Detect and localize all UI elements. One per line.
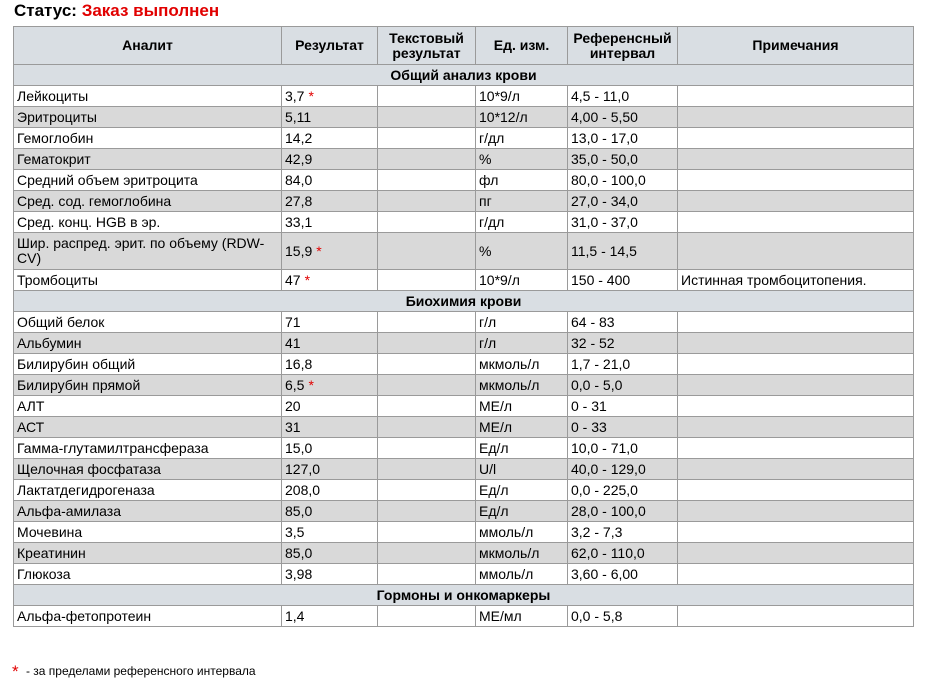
cell-text-result [378, 375, 476, 396]
table-row [14, 333, 914, 354]
result-value: 1,4 [285, 607, 305, 624]
out-of-range-flag: * [316, 242, 322, 259]
cell-analyte: Средний объем эритроцита [14, 170, 282, 191]
col-header-reference: Референсный интервал [568, 27, 678, 65]
cell-reference: 4,00 - 5,50 [568, 107, 678, 128]
cell-text-result [378, 522, 476, 543]
cell-unit: 10*12/л [476, 107, 568, 128]
cell-result [282, 396, 378, 417]
result-value: 84,0 [285, 171, 313, 188]
cell-note [678, 501, 914, 522]
cell-reference: 1,7 - 21,0 [568, 354, 678, 375]
cell-reference: 80,0 - 100,0 [568, 170, 678, 191]
table-row [14, 149, 914, 170]
cell-note [678, 333, 914, 354]
cell-reference: 4,5 - 11,0 [568, 86, 678, 107]
cell-result [282, 333, 378, 354]
cell-text-result [378, 354, 476, 375]
cell-analyte: АЛТ [14, 396, 282, 417]
result-value: 15,0 [285, 439, 313, 456]
cell-reference: 3,60 - 6,00 [568, 564, 678, 585]
cell-analyte: Альфа-фетопротеин [14, 606, 282, 627]
table-row [14, 270, 914, 291]
cell-reference: 27,0 - 34,0 [568, 191, 678, 212]
cell-note [678, 128, 914, 149]
cell-unit: фл [476, 170, 568, 191]
cell-unit: % [476, 233, 568, 270]
cell-result [282, 149, 378, 170]
cell-note [678, 191, 914, 212]
cell-analyte: АСТ [14, 417, 282, 438]
table-row [14, 564, 914, 585]
cell-analyte: Сред. сод. гемоглобина [14, 191, 282, 212]
cell-result [282, 312, 378, 333]
table-row [14, 191, 914, 212]
cell-unit: г/л [476, 333, 568, 354]
result-value: 85,0 [285, 502, 313, 519]
cell-result [282, 212, 378, 233]
cell-unit: МЕ/л [476, 396, 568, 417]
footnote-symbol: * [12, 662, 19, 681]
result-value: 47 [285, 271, 301, 288]
cell-unit: г/л [476, 312, 568, 333]
table-row [14, 522, 914, 543]
table-header-row [14, 27, 914, 65]
cell-result [282, 459, 378, 480]
section-title: Общий анализ крови [14, 65, 914, 86]
cell-unit: ммоль/л [476, 522, 568, 543]
footnote-text: - за пределами референсного интервала [25, 664, 256, 678]
cell-analyte: Глюкоза [14, 564, 282, 585]
cell-reference: 11,5 - 14,5 [568, 233, 678, 270]
result-value: 85,0 [285, 544, 313, 561]
cell-analyte: Билирубин общий [14, 354, 282, 375]
result-value: 14,2 [285, 129, 313, 146]
cell-note [678, 375, 914, 396]
cell-unit: г/дл [476, 212, 568, 233]
cell-reference: 13,0 - 17,0 [568, 128, 678, 149]
table-row [14, 212, 914, 233]
table-row [14, 396, 914, 417]
cell-analyte: Гамма-глутамилтрансфераза [14, 438, 282, 459]
table-row [14, 606, 914, 627]
table-row [14, 501, 914, 522]
cell-reference: 10,0 - 71,0 [568, 438, 678, 459]
status-label: Статус: [14, 1, 77, 20]
cell-unit: Ед/л [476, 480, 568, 501]
result-value: 208,0 [285, 481, 321, 498]
result-value: 3,98 [285, 565, 313, 582]
table-row [14, 354, 914, 375]
cell-result [282, 107, 378, 128]
col-header-result: Результат [282, 27, 378, 65]
cell-text-result [378, 564, 476, 585]
out-of-range-flag: * [308, 376, 314, 393]
cell-note [678, 396, 914, 417]
result-value: 3,5 [285, 523, 305, 540]
result-value: 16,8 [285, 355, 313, 372]
table-row [14, 312, 914, 333]
cell-result [282, 86, 378, 107]
section-header-row [14, 585, 914, 606]
cell-note [678, 459, 914, 480]
cell-text-result [378, 459, 476, 480]
cell-note [678, 522, 914, 543]
result-value: 15,9 [285, 242, 313, 259]
cell-reference: 150 - 400 [568, 270, 678, 291]
cell-unit: МЕ/мл [476, 606, 568, 627]
result-value: 6,5 [285, 376, 305, 393]
cell-text-result [378, 312, 476, 333]
cell-text-result [378, 149, 476, 170]
result-value: 31 [285, 418, 301, 435]
section-title: Гормоны и онкомаркеры [14, 585, 914, 606]
cell-text-result [378, 396, 476, 417]
status-value: Заказ выполнен [81, 1, 220, 20]
col-header-analyte: Аналит [14, 27, 282, 65]
cell-analyte: Лейкоциты [14, 86, 282, 107]
cell-analyte: Креатинин [14, 543, 282, 564]
cell-note: Истинная тромбоцитопения. [678, 270, 914, 291]
result-value: 20 [285, 397, 301, 414]
result-value: 41 [285, 334, 301, 351]
cell-analyte: Сред. конц. HGB в эр. [14, 212, 282, 233]
cell-reference: 0 - 31 [568, 396, 678, 417]
cell-reference: 28,0 - 100,0 [568, 501, 678, 522]
cell-text-result [378, 128, 476, 149]
out-of-range-flag: * [308, 87, 314, 104]
cell-unit: % [476, 149, 568, 170]
cell-result [282, 606, 378, 627]
table-row [14, 375, 914, 396]
cell-text-result [378, 107, 476, 128]
cell-note [678, 438, 914, 459]
col-header-notes: Примечания [678, 27, 914, 65]
cell-note [678, 606, 914, 627]
cell-note [678, 212, 914, 233]
table-row [14, 128, 914, 149]
cell-unit: ммоль/л [476, 564, 568, 585]
result-value: 33,1 [285, 213, 313, 230]
cell-text-result [378, 233, 476, 270]
footnote [12, 660, 256, 680]
cell-unit: Ед/л [476, 501, 568, 522]
cell-text-result [378, 417, 476, 438]
cell-unit: пг [476, 191, 568, 212]
cell-analyte: Лактатдегидрогеназа [14, 480, 282, 501]
cell-reference: 32 - 52 [568, 333, 678, 354]
cell-result [282, 375, 378, 396]
cell-note [678, 233, 914, 270]
cell-reference: 0,0 - 225,0 [568, 480, 678, 501]
cell-note [678, 543, 914, 564]
cell-result [282, 128, 378, 149]
cell-reference: 0 - 33 [568, 417, 678, 438]
table-row [14, 86, 914, 107]
cell-result [282, 543, 378, 564]
cell-text-result [378, 86, 476, 107]
cell-note [678, 480, 914, 501]
cell-analyte: Шир. распред. эрит. по объему (RDW-CV) [14, 233, 282, 270]
cell-result [282, 270, 378, 291]
section-header-row [14, 65, 914, 86]
table-row [14, 438, 914, 459]
cell-reference: 31,0 - 37,0 [568, 212, 678, 233]
cell-analyte: Общий белок [14, 312, 282, 333]
cell-analyte: Гемоглобин [14, 128, 282, 149]
cell-analyte: Альбумин [14, 333, 282, 354]
cell-reference: 40,0 - 129,0 [568, 459, 678, 480]
table-row [14, 543, 914, 564]
cell-reference: 0,0 - 5,8 [568, 606, 678, 627]
cell-reference: 62,0 - 110,0 [568, 543, 678, 564]
cell-result [282, 170, 378, 191]
result-value: 71 [285, 313, 301, 330]
cell-note [678, 417, 914, 438]
cell-note [678, 107, 914, 128]
cell-reference: 3,2 - 7,3 [568, 522, 678, 543]
cell-analyte: Альфа-амилаза [14, 501, 282, 522]
section-title: Биохимия крови [14, 291, 914, 312]
cell-text-result [378, 480, 476, 501]
cell-unit: мкмоль/л [476, 543, 568, 564]
table-row [14, 107, 914, 128]
cell-result [282, 233, 378, 270]
result-value: 3,7 [285, 87, 305, 104]
cell-analyte: Мочевина [14, 522, 282, 543]
cell-analyte: Билирубин прямой [14, 375, 282, 396]
cell-result [282, 564, 378, 585]
cell-note [678, 312, 914, 333]
cell-note [678, 149, 914, 170]
cell-text-result [378, 543, 476, 564]
cell-analyte: Щелочная фосфатаза [14, 459, 282, 480]
table-row [14, 417, 914, 438]
result-value: 127,0 [285, 460, 321, 477]
cell-result [282, 417, 378, 438]
cell-analyte: Эритроциты [14, 107, 282, 128]
table-row [14, 233, 914, 270]
table-row [14, 459, 914, 480]
lab-results-table [13, 26, 914, 627]
cell-text-result [378, 501, 476, 522]
cell-text-result [378, 191, 476, 212]
cell-text-result [378, 333, 476, 354]
cell-unit: мкмоль/л [476, 354, 568, 375]
cell-reference: 64 - 83 [568, 312, 678, 333]
col-header-unit: Ед. изм. [476, 27, 568, 65]
section-header-row [14, 291, 914, 312]
result-value: 42,9 [285, 150, 313, 167]
cell-unit: 10*9/л [476, 86, 568, 107]
cell-reference: 35,0 - 50,0 [568, 149, 678, 170]
result-value: 27,8 [285, 192, 313, 209]
cell-result [282, 354, 378, 375]
cell-text-result [378, 438, 476, 459]
cell-text-result [378, 606, 476, 627]
order-status [14, 1, 219, 21]
cell-unit: МЕ/л [476, 417, 568, 438]
result-value: 5,11 [285, 108, 312, 125]
cell-result [282, 501, 378, 522]
cell-text-result [378, 170, 476, 191]
table-row [14, 480, 914, 501]
cell-unit: U/l [476, 459, 568, 480]
table-row [14, 170, 914, 191]
cell-unit: 10*9/л [476, 270, 568, 291]
cell-unit: мкмоль/л [476, 375, 568, 396]
cell-unit: Ед/л [476, 438, 568, 459]
cell-result [282, 480, 378, 501]
cell-analyte: Гематокрит [14, 149, 282, 170]
cell-result [282, 522, 378, 543]
cell-analyte: Тромбоциты [14, 270, 282, 291]
cell-text-result [378, 212, 476, 233]
out-of-range-flag: * [304, 271, 311, 288]
cell-result [282, 191, 378, 212]
cell-unit: г/дл [476, 128, 568, 149]
cell-text-result [378, 270, 476, 291]
cell-note [678, 86, 914, 107]
col-header-text-result: Текстовый результат [378, 27, 476, 65]
cell-result [282, 438, 378, 459]
cell-note [678, 354, 914, 375]
cell-note [678, 564, 914, 585]
cell-reference: 0,0 - 5,0 [568, 375, 678, 396]
cell-note [678, 170, 914, 191]
